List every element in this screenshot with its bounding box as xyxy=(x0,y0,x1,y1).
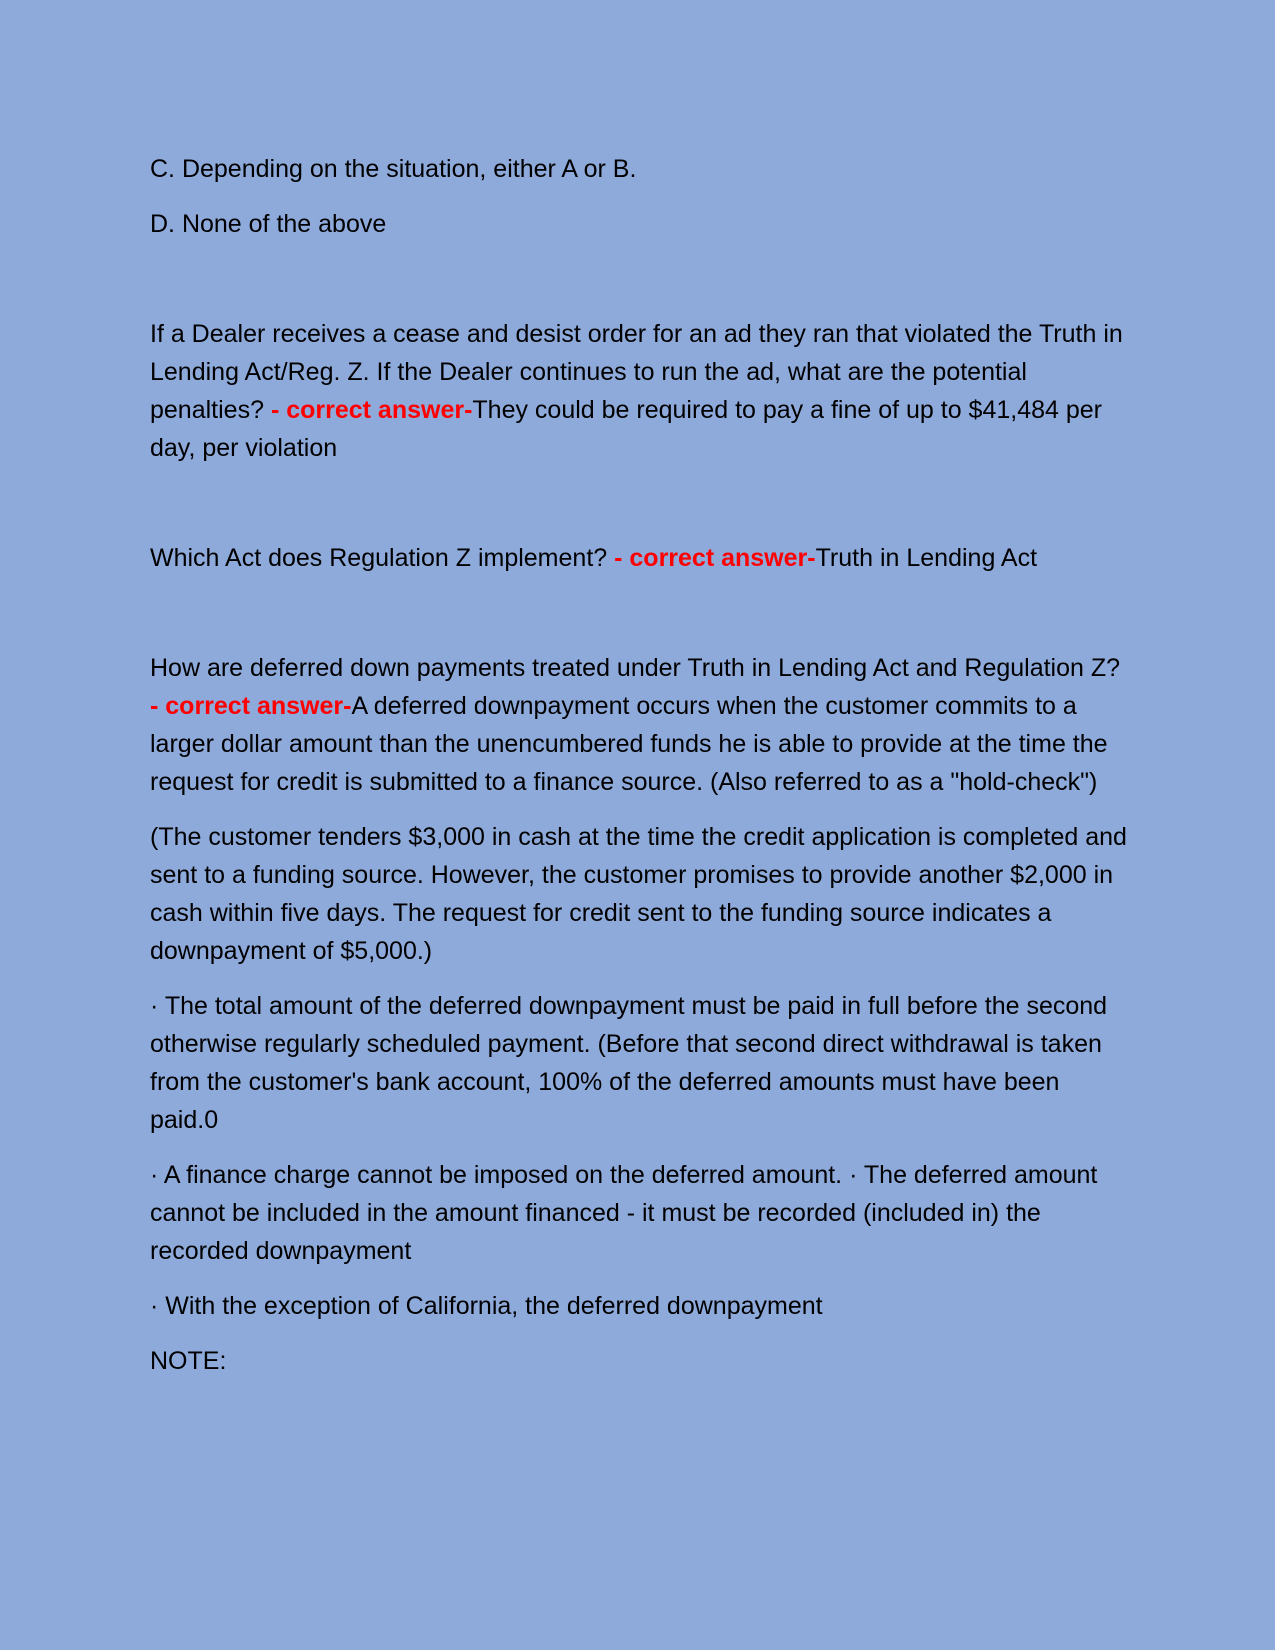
option-d: D. None of the above xyxy=(150,210,387,238)
qa-deferred-down-payments xyxy=(150,649,1130,801)
option-c: C. Depending on the situation, either A or B. xyxy=(150,155,637,183)
question-text: Which Act does Regulation Z implement? xyxy=(150,544,615,572)
note-label: NOTE: xyxy=(150,1347,227,1375)
answer-text: They could be required to pay a fine of up to $41,484 per day, per violation xyxy=(150,396,1103,462)
answer-text: A deferred downpayment occurs when the customer commits to a larger dollar amount than the unencumbered funds he is able to provide at the time the request for credit is submitted to a finance source. (Also referred to as a "hold-check") xyxy=(150,692,1108,796)
qa-regulation-z xyxy=(150,539,1130,577)
example-paragraph: (The customer tenders $3,000 in cash at the time the credit application is completed and sent to a funding source. However, the customer promises to provide another $2,000 in cash within five days. The request for credit sent to the funding source indicates a downpayment of $5,000.) xyxy=(150,823,1127,965)
question-text: If a Dealer receives a cease and desist order for an ad they ran that violated the Truth in Lending Act/Reg. Z. If the Dealer continues to run the ad, what are the potential penalties? xyxy=(150,320,1123,424)
correct-answer-label: - correct answer- xyxy=(270,396,473,424)
correct-answer-label: - correct answer- xyxy=(614,544,816,572)
answer-text: Truth in Lending Act xyxy=(815,544,1038,572)
bullet-finance-charge: · A finance charge cannot be imposed on the deferred amount. · The deferred amount cannot be included in the amount financed - it must be recorded (included in) the recorded downpayment xyxy=(150,1161,1098,1265)
correct-answer-label: - correct answer- xyxy=(150,692,352,720)
qa-penalties xyxy=(150,315,1130,467)
question-text: How are deferred down payments treated under Truth in Lending Act and Regulation Z? xyxy=(150,654,1121,682)
bullet-california: · With the exception of California, the deferred downpayment xyxy=(150,1292,823,1320)
bullet-paid-in-full: · The total amount of the deferred downpayment must be paid in full before the second otherwise regularly scheduled payment. (Before that second direct withdrawal is taken from the customer's bank account, 100% of the deferred amounts must have been paid.0 xyxy=(150,992,1108,1134)
document-content xyxy=(150,150,1130,1380)
